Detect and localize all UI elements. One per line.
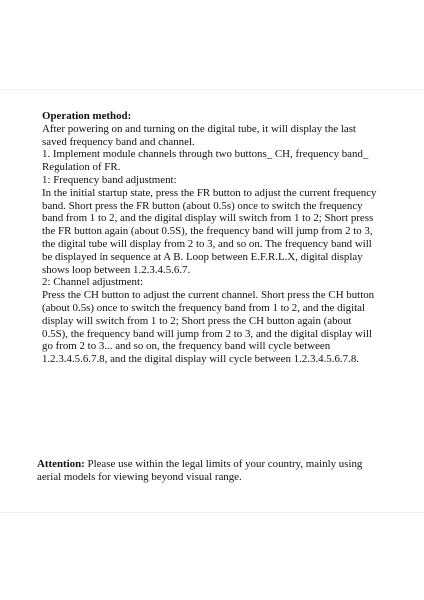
operation-paragraph-power-on: After powering on and turning on the digital tube, it will display the last saved frequency band and channel. bbox=[42, 122, 356, 148]
frequency-band-instructions: In the initial startup state, press the FR button to adjust the current frequency band. Short press the FR button (about 0.5s) once to switch the frequency band from 1 to 2, and the digital display will switch from 1 to 2; Short press the FR button again (about 0.5S), the frequency band will jump from 2 to 3, the digital tube will display from 2 to 3, and so on. The frequency band will be displayed in sequence at A B. Loop between E.F.R.L.X, digital display shows loop between 1.2.3.4.5.6.7. bbox=[42, 186, 377, 276]
attention-section bbox=[37, 458, 382, 484]
operation-paragraph-buttons: 1. Implement module channels through two buttons_ CH, frequency band_ Regulation of FR. bbox=[42, 148, 369, 174]
operation-method-section bbox=[42, 110, 378, 366]
content-panel bbox=[0, 89, 424, 513]
operation-method-heading: Operation method: bbox=[42, 110, 132, 122]
frequency-band-heading: 1: Frequency band adjustment: bbox=[42, 173, 177, 186]
attention-label: Attention: bbox=[37, 458, 85, 470]
channel-adjustment-instructions: Press the CH button to adjust the current channel. Short press the CH button (about 0.5s) once to switch the frequency band from 1 to 2, and the digital display will switch from 1 to 2; Short press the CH button again (about 0.5S), the frequency band will jump from 2 to 3, and the digital display will go from 2 to 3... and so on, the frequency band will cycle between 1.2.3.4.5.6.7.8, and the digital display will cycle between 1.2.3.4.5.6.7.8. bbox=[42, 289, 375, 366]
attention-text: Please use within the legal limits of your country, mainly using aerial models for viewing beyond visual range. bbox=[37, 458, 363, 483]
channel-adjustment-heading: 2: Channel adjustment: bbox=[42, 276, 144, 289]
